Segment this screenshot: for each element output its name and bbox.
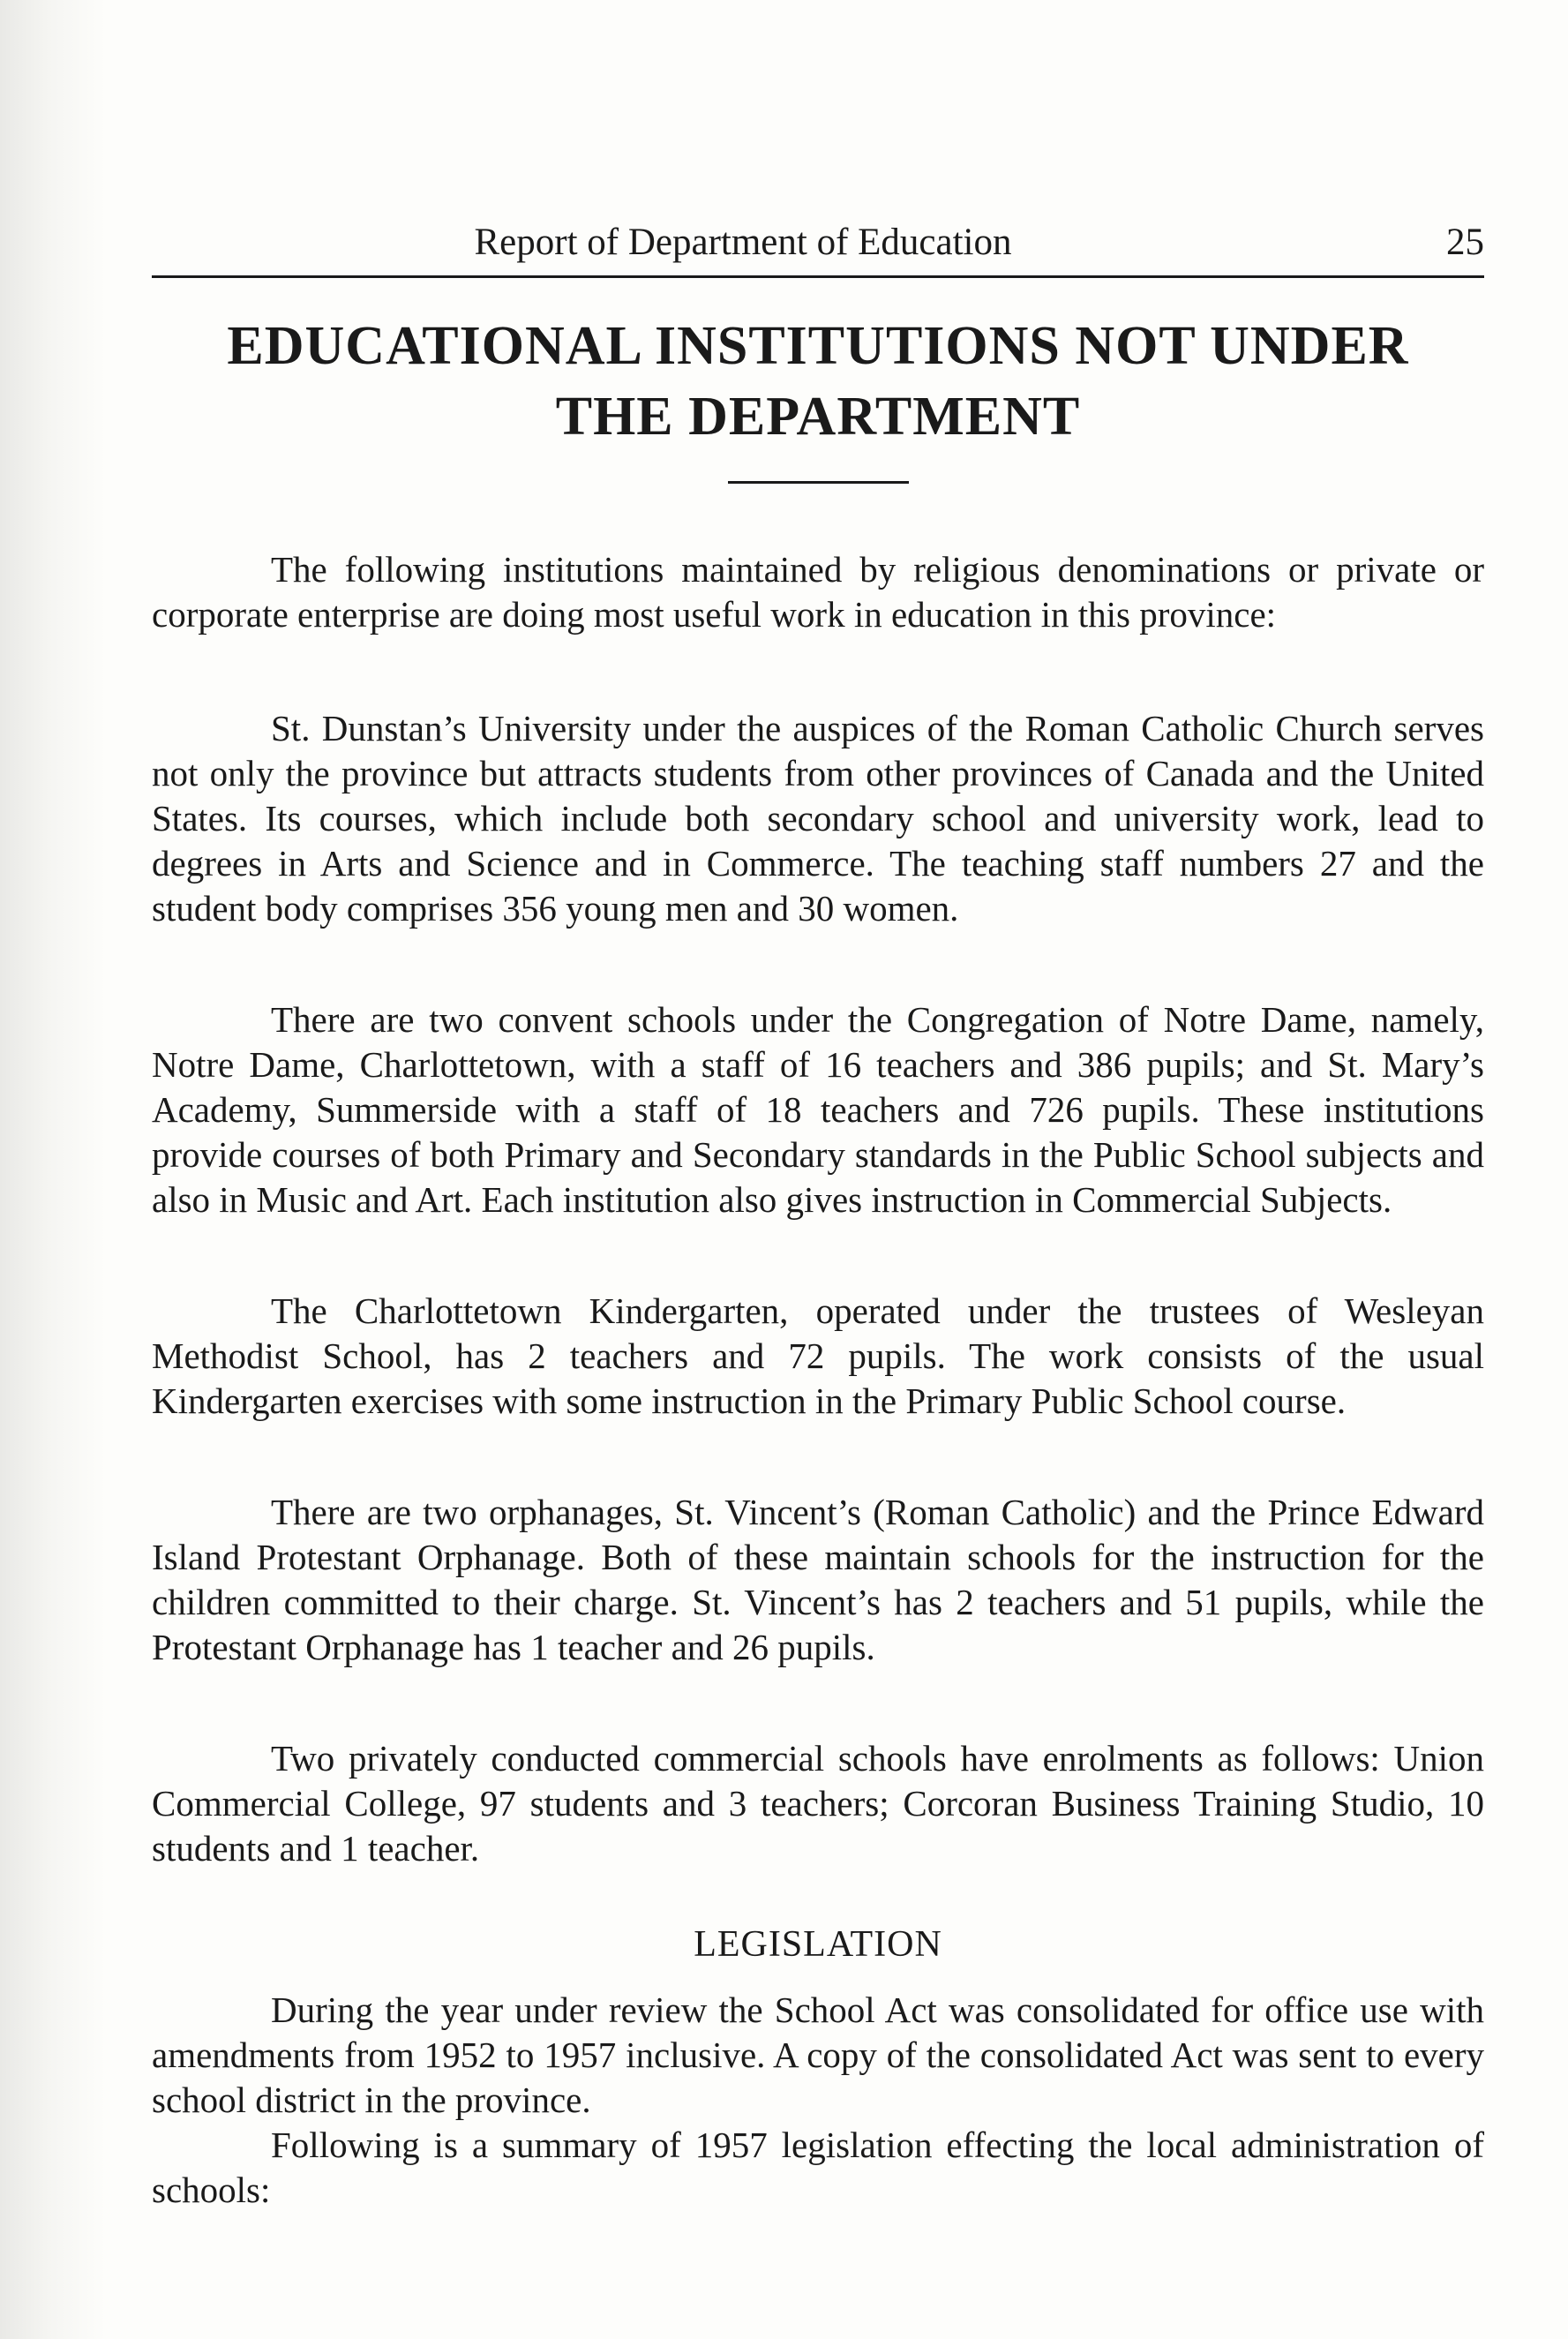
paragraph-school-act: [152, 1988, 1484, 2123]
running-title: Report of Department of Education: [474, 222, 1012, 263]
section-title-line-2: THE DEPARTMENT: [555, 387, 1081, 447]
paragraph-intro: [152, 547, 1484, 637]
paragraph-text: The Charlottetown Kindergarten, operated under the trustees of Wesleyan Methodist School, has 2 teachers and 72 pupils. The work consists of the usual Kindergarten exercises with some instruction in the Primary Public School course.: [152, 1290, 1484, 1421]
paragraph-text: Two privately conducted commercial schools have enrolments as follows: Union Commercial College, 97 students and 3 teachers; Corcoran Business Training Studio, 10 students and 1 teacher.: [152, 1738, 1484, 1869]
paragraph-st-dunstans: [152, 706, 1484, 931]
paragraph-commercial-schools: [152, 1736, 1484, 1871]
paragraph-orphanages: [152, 1490, 1484, 1670]
header-rule: [152, 275, 1484, 278]
paragraph-convent-schools: [152, 997, 1484, 1222]
section-title: [152, 311, 1484, 452]
running-header: [152, 216, 1484, 269]
legislation-heading: LEGISLATION: [694, 1924, 942, 1965]
page-number: 25: [1446, 222, 1484, 263]
paragraph-text: The following institutions maintained by religious denominations or private or corporate enterprise are doing most useful work in education in this province:: [152, 549, 1484, 635]
section-title-line-1: EDUCATIONAL INSTITUTIONS NOT UNDER: [227, 316, 1409, 376]
paragraph-text: There are two orphanages, St. Vincent’s (Roman Catholic) and the Prince Edward Island Protestant Orphanage. Both of these maintain schools for the instruction for the children committed to their charge. St. Vincent’s has 2 teachers and 51 pupils, while the Protestant Orphanage has 1 teacher and 26 pupils.: [152, 1492, 1484, 1667]
paragraph-text: Following is a summary of 1957 legislation effecting the local administration of schools:: [152, 2125, 1484, 2210]
title-divider: [728, 481, 909, 484]
paragraph-kindergarten: [152, 1289, 1484, 1424]
paragraph-text: During the year under review the School Act was consolidated for office use with amendments from 1952 to 1957 inclusive. A copy of the consolidated Act was sent to every school district in the province.: [152, 1989, 1484, 2120]
paragraph-text: St. Dunstan’s University under the auspices of the Roman Catholic Church serves not only the province but attracts students from other provinces of Canada and the United States. Its courses, which include both secondary school and university work, lead to degrees in Arts and Science and in Commerce. The teaching staff numbers 27 and the student body comprises 356 young men and 30 women.: [152, 708, 1484, 929]
paragraph-legislation-summary: [152, 2123, 1484, 2213]
paragraph-text: There are two convent schools under the Congregation of Notre Dame, namely, Notre Dame, Charlottetown, with a staff of 16 teachers and 386 pupils; and St. Mary’s Academy, Summerside with a staff of 18 teachers and 726 pupils. These institutions provide courses of both Primary and Secondary standards in the Public School subjects and also in Music and Art. Each institution also gives instruction in Commercial Subjects.: [152, 999, 1484, 1220]
page-edge-shadow: [0, 0, 106, 2339]
